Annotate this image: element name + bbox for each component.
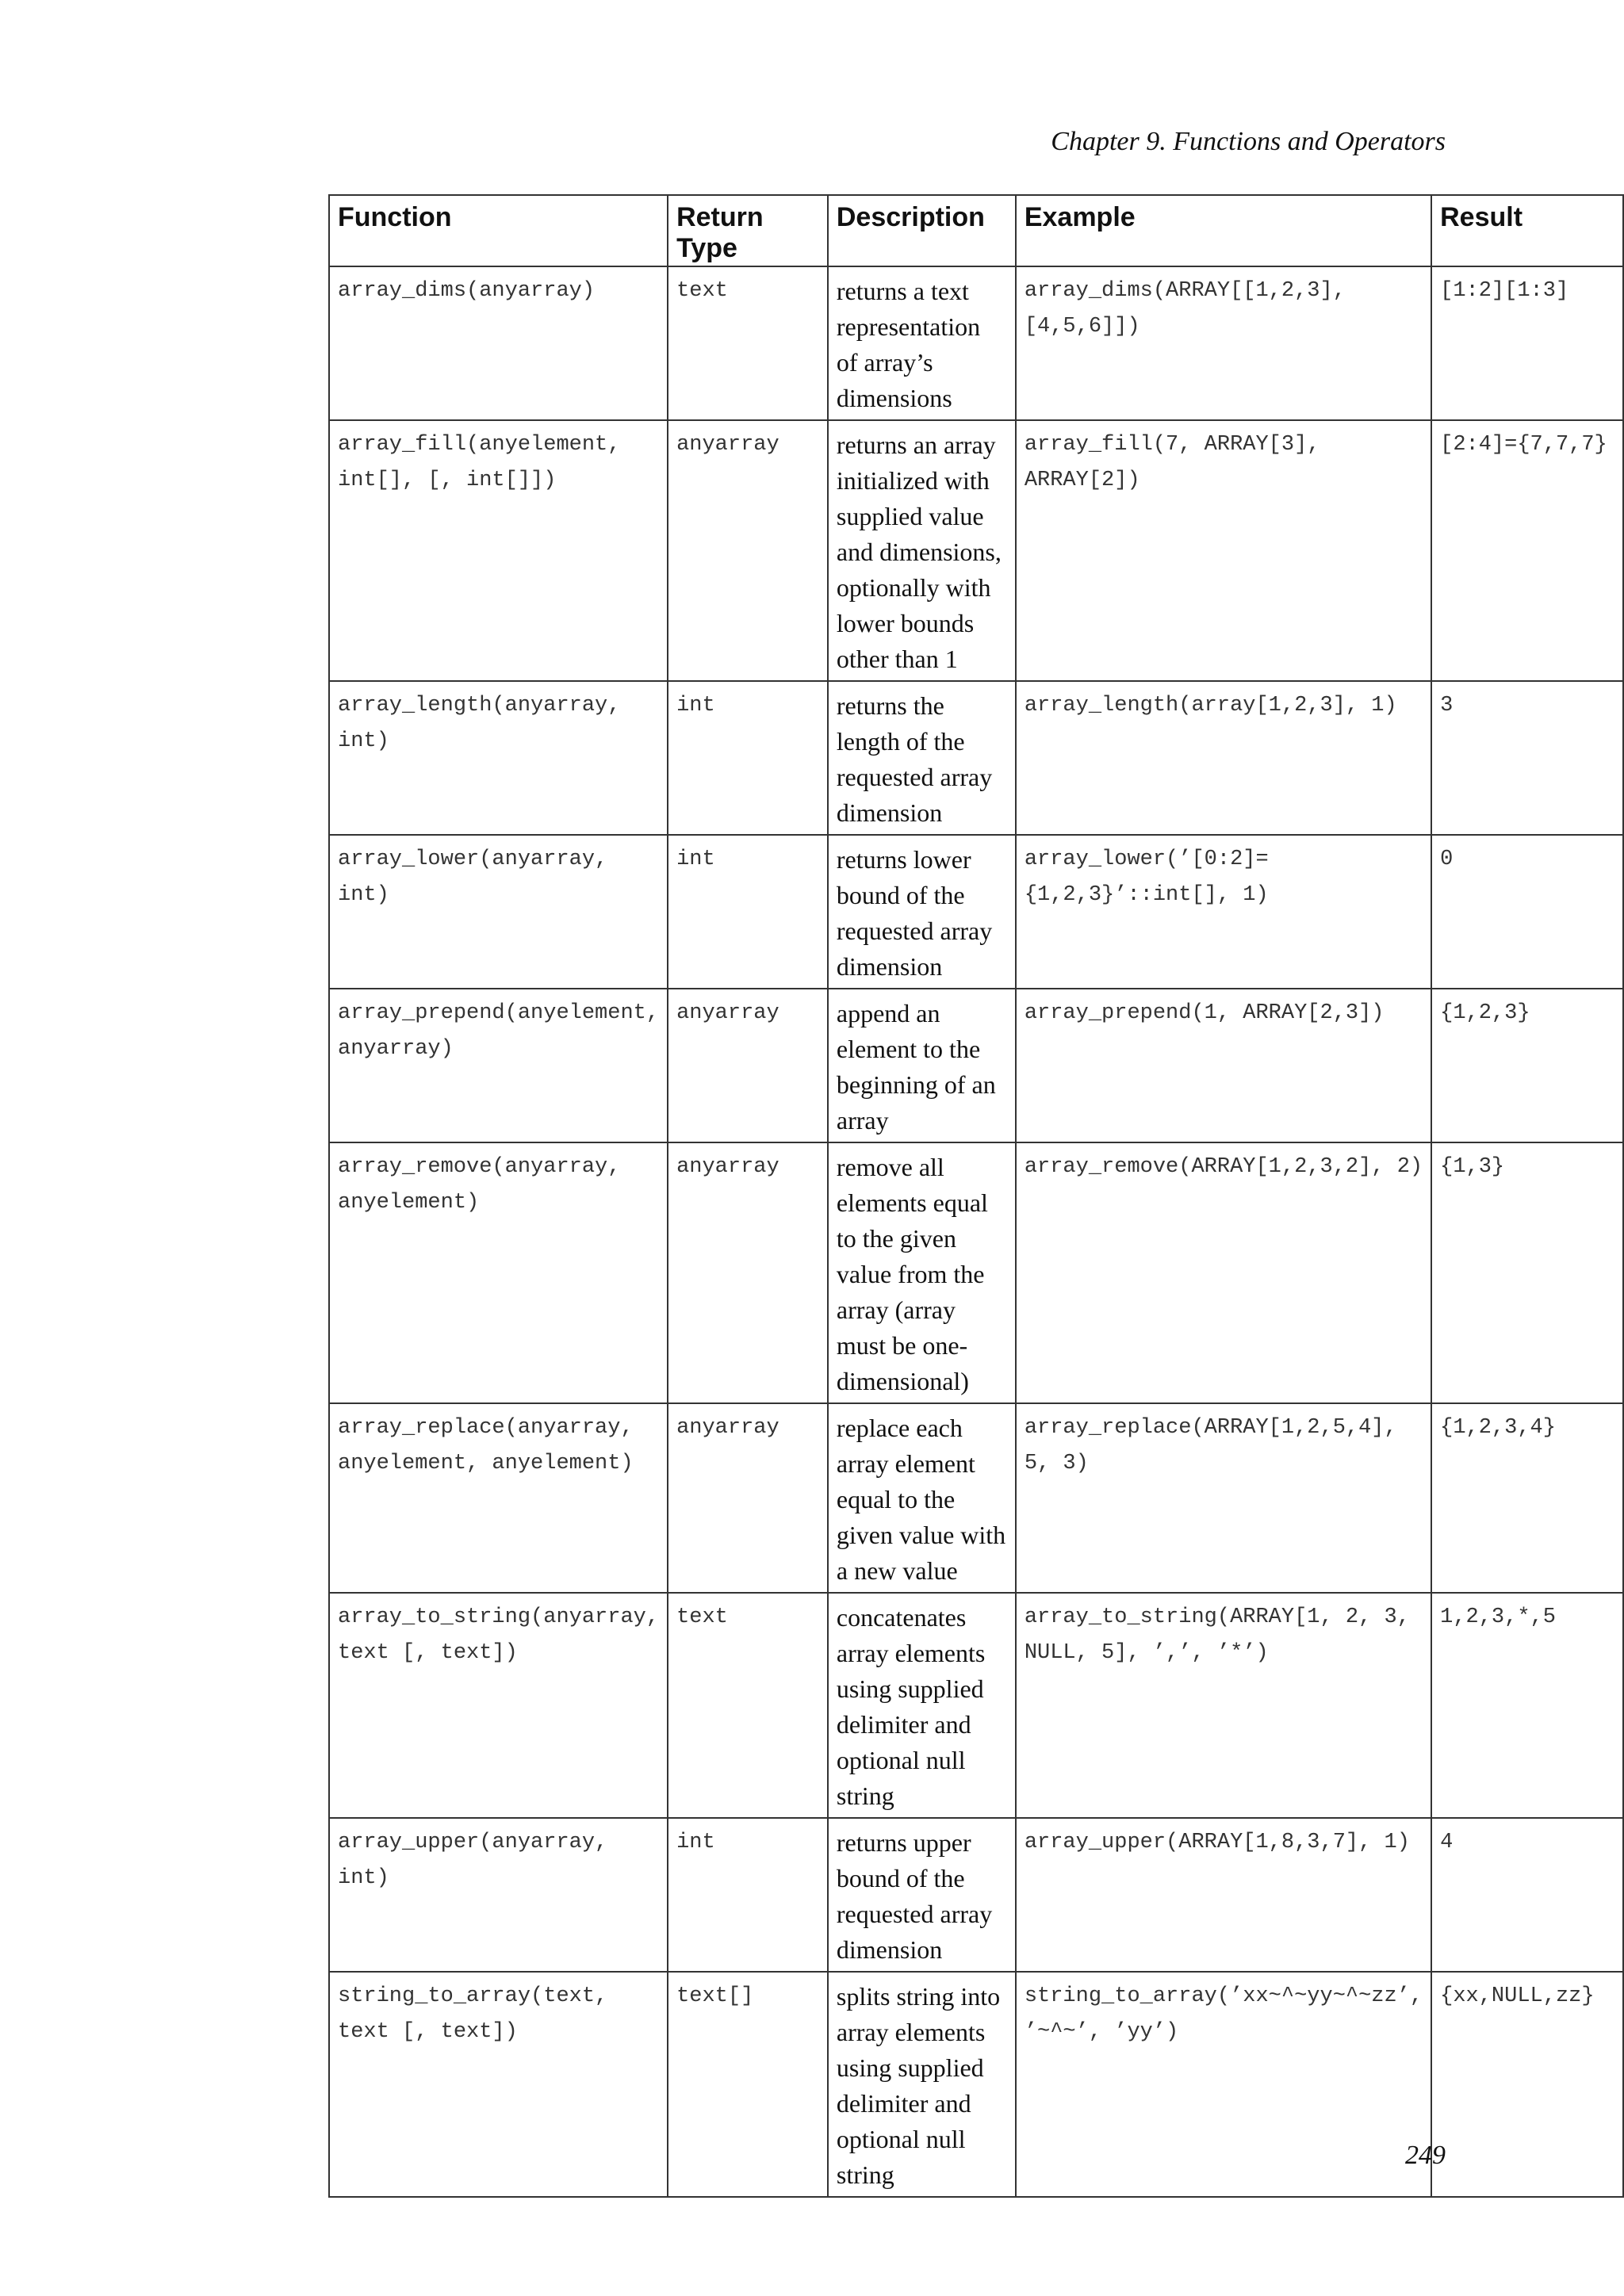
description-cell: replace each array element equal to the given value with a new value (828, 1403, 1016, 1593)
column-header-example: Example (1016, 195, 1431, 266)
function-cell: array_lower(anyarray, int) (329, 835, 668, 989)
example-cell: string_to_array(’xx~^~yy~^~zz’, ’~^~’, ’yy’) (1016, 1972, 1431, 2197)
table-row (329, 835, 1623, 989)
example-cell: array_length(array[1,2,3], 1) (1016, 681, 1431, 835)
chapter-header: Chapter 9. Functions and Operators (1051, 127, 1446, 156)
function-cell: array_replace(anyarray, anyelement, anyelement) (329, 1403, 668, 1593)
description-cell: append an element to the beginning of an array (828, 989, 1016, 1142)
table-row (329, 681, 1623, 835)
functions-table (328, 194, 1624, 2198)
column-header-function: Function (329, 195, 668, 266)
result-cell: 0 (1431, 835, 1623, 989)
description-cell: splits string into array elements using supplied delimiter and optional null string (828, 1972, 1016, 2197)
function-cell: array_to_string(anyarray, text [, text]) (329, 1593, 668, 1818)
return-type-cell: int (668, 835, 828, 989)
table-row (329, 420, 1623, 681)
function-cell: array_prepend(anyelement, anyarray) (329, 989, 668, 1142)
return-type-cell: anyarray (668, 989, 828, 1142)
example-cell: array_to_string(ARRAY[1, 2, 3, NULL, 5], ’,’, ’*’) (1016, 1593, 1431, 1818)
table-row (329, 266, 1623, 420)
example-cell: array_dims(ARRAY[[1,2,3], [4,5,6]]) (1016, 266, 1431, 420)
description-cell: returns lower bound of the requested array dimension (828, 835, 1016, 989)
description-cell: concatenates array elements using supplied delimiter and optional null string (828, 1593, 1016, 1818)
result-cell: {1,2,3,4} (1431, 1403, 1623, 1593)
result-cell: {xx,NULL,zz} (1431, 1972, 1623, 2197)
description-cell: returns an array initialized with supplied value and dimensions, optionally with lower bounds other than 1 (828, 420, 1016, 681)
header-row (329, 195, 1623, 266)
example-cell: array_prepend(1, ARRAY[2,3]) (1016, 989, 1431, 1142)
page-number: 249 (1405, 2141, 1446, 2170)
result-cell: 3 (1431, 681, 1623, 835)
table-row (329, 1593, 1623, 1818)
result-cell: [2:4]={7,7,7} (1431, 420, 1623, 681)
table-row (329, 1818, 1623, 1972)
return-type-cell: text (668, 266, 828, 420)
return-type-cell: anyarray (668, 420, 828, 681)
function-cell: array_upper(anyarray, int) (329, 1818, 668, 1972)
table-body (329, 266, 1623, 2197)
description-cell: returns a text representation of array’s dimensions (828, 266, 1016, 420)
return-type-cell: text[] (668, 1972, 828, 2197)
function-cell: array_dims(anyarray) (329, 266, 668, 420)
result-cell: 1,2,3,*,5 (1431, 1593, 1623, 1818)
example-cell: array_replace(ARRAY[1,2,5,4], 5, 3) (1016, 1403, 1431, 1593)
description-cell: returns the length of the requested array dimension (828, 681, 1016, 835)
example-cell: array_fill(7, ARRAY[3], ARRAY[2]) (1016, 420, 1431, 681)
table-header (329, 195, 1623, 266)
example-cell: array_remove(ARRAY[1,2,3,2], 2) (1016, 1142, 1431, 1403)
result-cell: [1:2][1:3] (1431, 266, 1623, 420)
description-cell: remove all elements equal to the given value from the array (array must be one-dimensional) (828, 1142, 1016, 1403)
return-type-cell: anyarray (668, 1403, 828, 1593)
table-row (329, 989, 1623, 1142)
return-type-cell: text (668, 1593, 828, 1818)
function-cell: string_to_array(text, text [, text]) (329, 1972, 668, 2197)
column-header-description: Description (828, 195, 1016, 266)
result-cell: {1,3} (1431, 1142, 1623, 1403)
result-cell: 4 (1431, 1818, 1623, 1972)
table-row (329, 1403, 1623, 1593)
table-row (329, 1142, 1623, 1403)
return-type-cell: int (668, 1818, 828, 1972)
column-header-result: Result (1431, 195, 1623, 266)
example-cell: array_lower(’[0:2]={1,2,3}’::int[], 1) (1016, 835, 1431, 989)
result-cell: {1,2,3} (1431, 989, 1623, 1142)
function-cell: array_length(anyarray, int) (329, 681, 668, 835)
return-type-cell: int (668, 681, 828, 835)
column-header-return-type: Return Type (668, 195, 828, 266)
description-cell: returns upper bound of the requested array dimension (828, 1818, 1016, 1972)
example-cell: array_upper(ARRAY[1,8,3,7], 1) (1016, 1818, 1431, 1972)
function-cell: array_remove(anyarray, anyelement) (329, 1142, 668, 1403)
function-cell: array_fill(anyelement, int[], [, int[]]) (329, 420, 668, 681)
return-type-cell: anyarray (668, 1142, 828, 1403)
